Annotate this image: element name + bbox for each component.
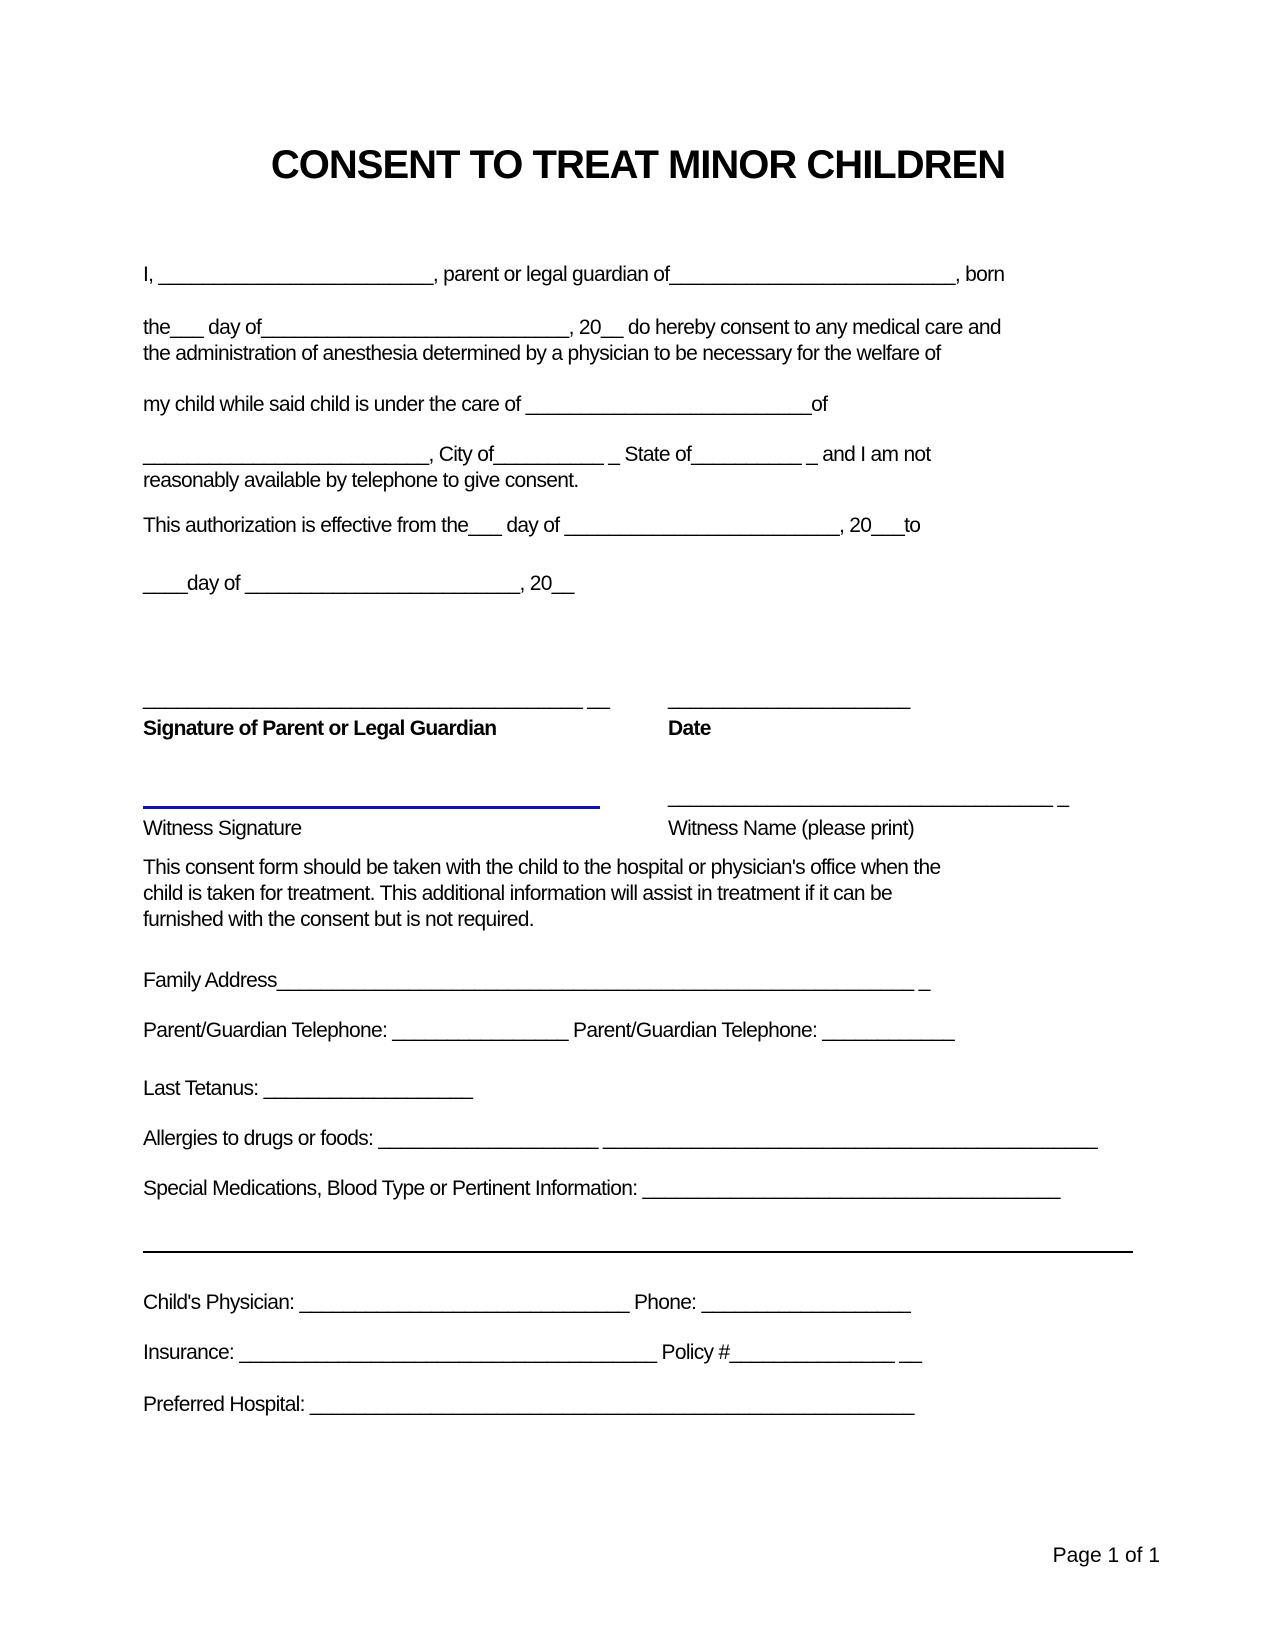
- date-blank-line: ______________________: [668, 687, 910, 710]
- location-line-2: reasonably available by telephone to give consent.: [143, 469, 579, 492]
- parent-signature-label: Signature of Parent or Legal Guardian: [143, 717, 497, 740]
- location-line-1: __________________________, City of__________ _ State of__________ _ and I am not: [143, 443, 931, 466]
- witness-name-blank-line: ___________________________________ _: [668, 785, 1069, 808]
- consent-date-line-2: the administration of anesthesia determined by a physician to be necessary for the welfare of: [143, 342, 941, 365]
- form-title: CONSENT TO TREAT MINOR CHILDREN: [270, 143, 1006, 187]
- care-of-line: my child while said child is under the care of __________________________of: [143, 393, 828, 416]
- parent-signature-blank-line: ________________________________________ __: [143, 687, 610, 710]
- consent-intro-line: I, _________________________, parent or legal guardian of__________________________, born: [143, 263, 1005, 286]
- childs-physician-line: Child's Physician: ______________________________ Phone: ___________________: [143, 1291, 911, 1314]
- consent-date-line-1: the___ day of____________________________, 20__ do hereby consent to any medical care and: [143, 316, 1001, 339]
- last-tetanus-line: Last Tetanus: ___________________: [143, 1077, 473, 1100]
- note-line-3: furnished with the consent but is not required.: [143, 908, 534, 931]
- effective-line-2: ____day of _________________________, 20__: [143, 572, 574, 595]
- note-line-1: This consent form should be taken with the child to the hospital or physician's office when the: [143, 856, 941, 879]
- date-label: Date: [668, 717, 711, 740]
- telephones-line: Parent/Guardian Telephone: ________________ Parent/Guardian Telephone: ____________: [143, 1019, 955, 1042]
- effective-line-1: This authorization is effective from the___ day of _________________________, 20___to: [143, 514, 921, 537]
- witness-signature-blank-line: [143, 806, 600, 809]
- section-divider: [143, 1251, 1133, 1253]
- special-medications-line: Special Medications, Blood Type or Pertinent Information: ______________________________________: [143, 1177, 1060, 1200]
- witness-name-label: Witness Name (please print): [668, 817, 915, 840]
- insurance-line: Insurance: ______________________________________ Policy #_______________ __: [143, 1341, 922, 1364]
- family-address-line: Family Address__________________________________________________________ _: [143, 969, 930, 992]
- page-footer: Page 1 of 1: [1052, 1544, 1160, 1567]
- allergies-line: Allergies to drugs or foods: ____________________ _____________________________________________: [143, 1127, 1098, 1150]
- note-line-2: child is taken for treatment. This additional information will assist in treatment if it can be: [143, 882, 892, 905]
- preferred-hospital-line: Preferred Hospital: _______________________________________________________: [143, 1393, 914, 1416]
- witness-signature-label: Witness Signature: [143, 817, 302, 840]
